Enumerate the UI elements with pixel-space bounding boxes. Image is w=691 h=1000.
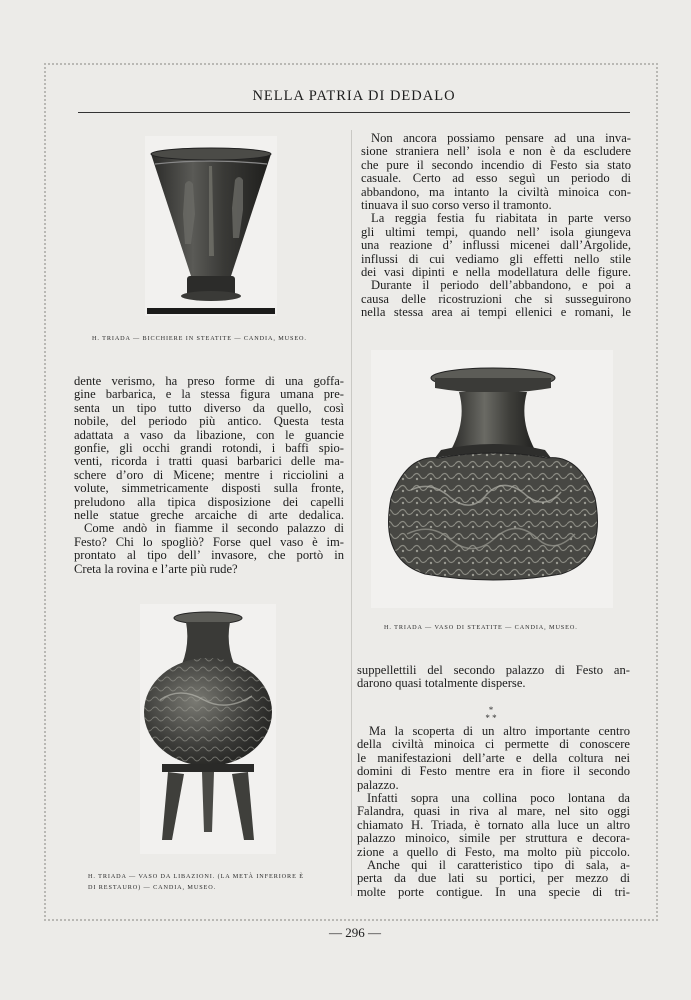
left-column-mid-text	[74, 375, 344, 576]
text-line: causa delle ricostruzioni che si susseguirono	[361, 291, 631, 306]
text-line: Durante il periodo dell’abbandono, e poi a	[371, 278, 631, 293]
text-line: influssi di cui vediamo gli effetti nello stile	[361, 251, 631, 266]
right-column-top-text	[361, 132, 631, 320]
asterisk-line: *	[488, 705, 494, 715]
text-line: La reggia festia fu riabitata in parte verso	[371, 211, 631, 226]
text-line: dente verismo, ha preso forme di una goffa-	[74, 374, 344, 388]
text-line: una reazione d’ influssi micenei dall’Argolide,	[361, 238, 631, 253]
text-line: le manifestazioni dell’arte e della coltura nei	[357, 750, 630, 765]
text-line: Falandra, quasi in riva al mare, nel sito oggi	[357, 804, 630, 819]
libation-vase-illustration	[140, 604, 276, 854]
text-line: chiamato H. Triada, è tornato alla luce un altro	[357, 817, 630, 832]
page-number: — 296 —	[329, 925, 381, 940]
text-line: schere d’oro di Micene; mentre i ricciolini a	[74, 467, 344, 482]
column-divider	[351, 130, 352, 896]
text-line: palazzo minoico, simile per struttura e decora-	[357, 831, 630, 846]
figure-steatite-vase-photo	[371, 350, 613, 608]
text-line: suppellettili del secondo palazzo di Festo an-	[357, 663, 630, 677]
text-line: Creta la rovina e l’arte più rude?	[74, 561, 238, 576]
caption-line: DI RESTAURO) — CANDIA, MUSEO.	[88, 884, 217, 891]
running-header: NELLA PATRIA DI DEDALO	[252, 88, 456, 104]
text-line: della civiltà minoica ci permette di conoscere	[357, 737, 630, 752]
text-line: Infatti sopra una collina poco lontana da	[367, 791, 630, 806]
section-break-asterisks	[480, 706, 502, 722]
text-line: palazzo.	[357, 777, 399, 792]
text-line: che pure il secondo incendio di Festo sia stato	[361, 157, 631, 172]
text-line: gli ultimi tempi, quando nell’ isola giungeva	[361, 224, 631, 239]
steatite-cup-illustration	[145, 136, 277, 316]
text-line: perta da due lati su portici, per mezzo di	[357, 871, 630, 886]
text-line: Ma la scoperta di un altro importante centro	[369, 724, 630, 738]
text-line: darono quasi totalmente disperse.	[357, 676, 526, 691]
figure-2-caption: H. TRIADA — VASO DI STEATITE — CANDIA, MUSEO.	[384, 624, 578, 631]
right-column-mid-text	[357, 664, 630, 691]
text-line: sione straniera nell’ isola e non è da escludere	[361, 144, 631, 159]
figure-steatite-cup-photo	[145, 136, 277, 316]
text-line: Anche qui il caratteristico tipo di sala, a-	[367, 858, 630, 873]
figure-3-caption	[88, 871, 350, 893]
text-line: nelle statue greche arcaiche di arte dedalica.	[74, 508, 344, 523]
text-line: adattata a vaso da libazione, con le guancie	[74, 427, 344, 442]
text-line: nella stessa area ai tempi ellenici e romani, le	[361, 305, 631, 320]
text-line: casuale. Certo ad esso seguì un periodo di	[361, 171, 631, 186]
header-rule	[78, 112, 630, 113]
text-line: dei vasi dipinti e nella modellatura delle figure.	[361, 265, 631, 280]
text-line: tinuava il suo corso verso il tramonto.	[361, 198, 552, 213]
text-line: abbandono, ma intanto la civiltà minoica con-	[361, 184, 631, 199]
text-line: Festo? Chi lo spogliò? Forse quel vaso è im-	[74, 534, 344, 549]
text-line: zione a quello di Festo, ma molto più piccolo.	[357, 844, 630, 859]
text-line: gine barbarica, e la stessa figura umana pre-	[74, 387, 344, 402]
figure-1-caption: H. TRIADA — BICCHIERE IN STEATITE — CANDIA, MUSEO.	[92, 335, 307, 342]
text-line: preludono alla tipica disposizione dei capelli	[74, 494, 344, 509]
text-line: gonfie, gli occhi grandi rotondi, i baffi spio-	[74, 441, 344, 456]
text-line: senta un tipo tutto diverso da quello, così	[74, 400, 344, 415]
text-line: nobile, del periodo più antico. Questa testa	[74, 414, 344, 429]
text-line: Come andò in fiamme il secondo palazzo di	[84, 521, 344, 536]
caption-line: H. TRIADA — VASO DA LIBAZIONI. (LA METÀ INFERIORE È	[88, 873, 304, 880]
text-line: venti, ricorda i tratti quasi barbarici delle ma-	[74, 454, 344, 469]
text-line: prontato al tipo dell’ invasore, che portò in	[74, 548, 344, 563]
text-line: volute, simmetricamente disposti sulla fronte,	[74, 481, 344, 496]
asterisk-line: * *	[485, 713, 497, 723]
right-column-bottom-text	[357, 725, 630, 899]
figure-libation-vase-photo	[140, 604, 276, 854]
steatite-vase-illustration	[371, 350, 613, 608]
text-line: Non ancora possiamo pensare ad una inva-	[371, 131, 631, 145]
text-line: molte porte contigue. In una specie di tri-	[357, 884, 630, 899]
text-line: domini di Festo mentre era in fiore il secondo	[357, 764, 630, 779]
